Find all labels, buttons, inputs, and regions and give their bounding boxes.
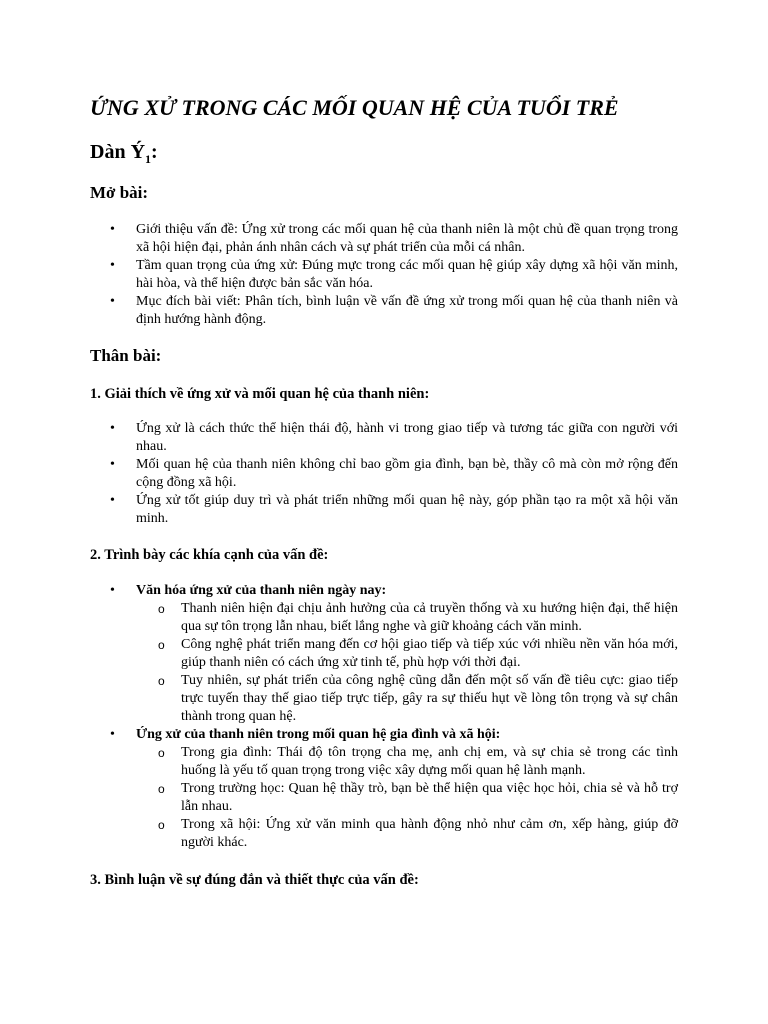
sub-list (136, 744, 678, 852)
bullet-icon (110, 420, 115, 438)
sub-list (136, 600, 678, 726)
bullet-icon (110, 582, 115, 600)
list-item (90, 492, 678, 528)
section-2-list (90, 582, 678, 852)
list-item (90, 221, 678, 257)
document-title: ỨNG XỬ TRONG CÁC MỐI QUAN HỆ CỦA TUỔI TRẺ (90, 95, 619, 120)
sub-item-text: Tuy nhiên, sự phát triển của công nghệ cũng dẫn đến một số vấn đề tiêu cực: giao tiếp trực tuyến thay thế giao tiếp trực tiếp, gây ra sự thiếu hụt về lòng tôn trọng và sự chân thành trong quan hệ. (181, 673, 678, 724)
section-2-heading: 2. Trình bày các khía cạnh của vấn đề: (90, 547, 329, 563)
list-item (90, 456, 678, 492)
circle-bullet-icon (158, 780, 165, 798)
sub-item-text: Công nghệ phát triển mang đến cơ hội giao tiếp và tiếp xúc với nhiều nền văn hóa mới, giúp thanh niên có cách ứng xử tinh tế, phù hợp với thời đại. (181, 637, 678, 670)
group-label: Ứng xử của thanh niên trong mối quan hệ gia đình và xã hội: (136, 727, 501, 742)
sub-list-item (136, 672, 678, 726)
mo-bai-heading: Mở bài: (90, 183, 149, 202)
circle-bullet-icon (158, 636, 165, 654)
outline-label: Dàn Ý (90, 141, 146, 163)
list-item (90, 726, 678, 852)
sub-list-item (136, 816, 678, 852)
sub-list-item (136, 636, 678, 672)
sub-item-text: Trong xã hội: Ứng xử văn minh qua hành động nhỏ như cảm ơn, xếp hàng, giúp đỡ người khác. (181, 817, 678, 850)
circle-bullet-icon (158, 744, 165, 762)
section-1-list (90, 420, 678, 528)
outline-suffix: : (151, 141, 158, 163)
mo-bai-list (90, 221, 678, 329)
sub-list-item (136, 780, 678, 816)
than-bai-heading: Thân bài: (90, 346, 162, 365)
sub-list-item (136, 744, 678, 780)
list-item-text: Tầm quan trọng của ứng xử: Đúng mực trong các mối quan hệ giúp xây dựng xã hội văn minh, hài hòa, và thể hiện được bản sắc văn hóa. (136, 258, 678, 291)
bullet-icon (110, 293, 115, 311)
sub-item-text: Trong trường học: Quan hệ thầy trò, bạn bè thể hiện qua việc học hỏi, chia sẻ và hỗ trợ lẫn nhau. (181, 781, 678, 814)
list-item-text: Giới thiệu vấn đề: Ứng xử trong các mối quan hệ của thanh niên là một chủ đề quan trọng trong xã hội hiện đại, phản ánh nhân cách và sự phát triển của mỗi cá nhân. (136, 222, 678, 255)
group-label: Văn hóa ứng xử của thanh niên ngày nay: (136, 583, 387, 598)
bullet-icon (110, 492, 115, 510)
circle-bullet-icon (158, 600, 165, 618)
section-1-heading: 1. Giải thích về ứng xử và mối quan hệ của thanh niên: (90, 386, 430, 402)
list-item-text: Ứng xử tốt giúp duy trì và phát triển những mối quan hệ này, góp phần tạo ra một xã hội văn minh. (136, 493, 678, 526)
list-item-text: Mục đích bài viết: Phân tích, bình luận về vấn đề ứng xử trong mối quan hệ của thanh niên và định hướng hành động. (136, 294, 678, 327)
list-item (90, 420, 678, 456)
outline-heading (90, 141, 158, 167)
list-item (90, 293, 678, 329)
list-item-text: Ứng xử là cách thức thể hiện thái độ, hành vi trong giao tiếp và tương tác giữa con người với nhau. (136, 421, 678, 454)
bullet-icon (110, 726, 115, 744)
bullet-icon (110, 456, 115, 474)
section-3-heading: 3. Bình luận về sự đúng đắn và thiết thực của vấn đề: (90, 872, 419, 888)
sub-item-text: Trong gia đình: Thái độ tôn trọng cha mẹ, anh chị em, và sự chia sẻ trong các tình huống là yếu tố quan trọng trong việc xây dựng mối quan hệ lành mạnh. (181, 745, 678, 778)
list-item (90, 257, 678, 293)
outline-subscript: 1 (145, 152, 152, 166)
circle-bullet-icon (158, 672, 165, 690)
list-item-text: Mối quan hệ của thanh niên không chỉ bao gồm gia đình, bạn bè, thầy cô mà còn mở rộng đến cộng đồng xã hội. (136, 457, 678, 490)
list-item (90, 582, 678, 726)
sub-list-item (136, 600, 678, 636)
circle-bullet-icon (158, 816, 165, 834)
bullet-icon (110, 221, 115, 239)
sub-item-text: Thanh niên hiện đại chịu ảnh hưởng của cả truyền thống và xu hướng hiện đại, thể hiện qua sự tôn trọng lẫn nhau, biết lắng nghe và giữ khoảng cách văn minh. (181, 601, 678, 634)
bullet-icon (110, 257, 115, 275)
